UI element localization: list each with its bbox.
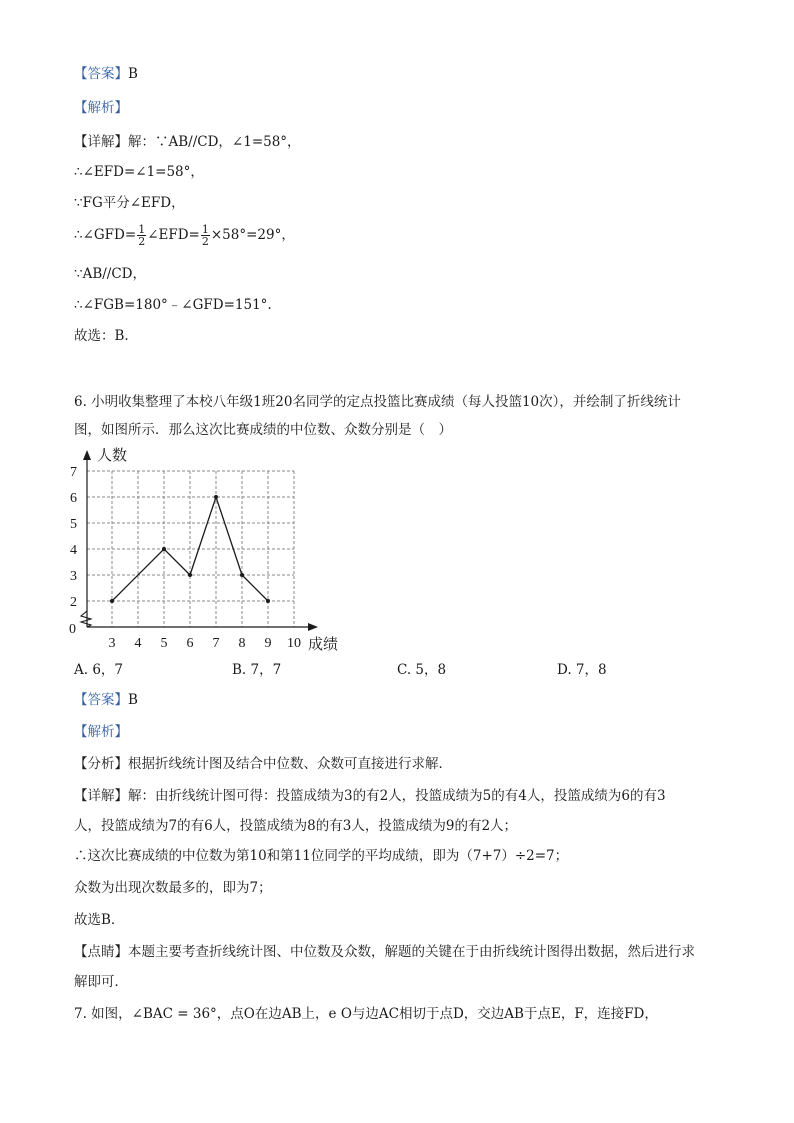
analysis-tag: 【解析】 — [74, 724, 128, 740]
q6-detail-line-1 — [74, 786, 666, 806]
q6-stem-line-1: 6. 小明收集整理了本校八年级1班20名同学的定点投篮比赛成绩（每人投篮10次），并绘制了折线统计 — [74, 394, 681, 410]
fraction-numerator: 1 — [201, 223, 209, 236]
x-tick-label: 8 — [238, 636, 246, 651]
q6-detail-line-5: 故选B． — [74, 912, 125, 928]
data-point — [214, 495, 218, 499]
q6-detail-line-4: 众数为出现次数最多的，即为7； — [74, 880, 272, 896]
line-chart — [62, 440, 362, 656]
q6-detail-line-2: 人，投篮成绩为7的有6人，投篮成绩为8的有3人，投篮成绩为9的有2人； — [74, 818, 518, 834]
x-tick-label: 6 — [186, 636, 194, 651]
fraction-half — [201, 224, 210, 247]
choice-c: C. 5，8 — [397, 662, 447, 678]
dianjing-text: 本题主要考查折线统计图、中位数及众数，解题的关键在于由折线统计图得出数据，然后进行求 — [128, 944, 695, 960]
data-point — [240, 573, 244, 577]
y-axis-arrow — [83, 450, 91, 460]
y-tick-label: 4 — [70, 543, 77, 558]
q5-line-4-part-a: ∴∠GFD= — [74, 227, 137, 243]
analysis-tag: 【解析】 — [74, 100, 128, 116]
answer-tag: 【答案】 — [74, 66, 128, 82]
q5-line-3: ∵FG平分∠EFD， — [74, 195, 185, 211]
fenxi-tag: 【分析】 — [74, 756, 128, 772]
answer-value: B — [128, 66, 138, 82]
answer-value: B — [128, 692, 138, 708]
x-tick-label: 4 — [134, 636, 142, 651]
data-point — [110, 599, 114, 603]
y-axis-break — [81, 611, 91, 627]
fraction-denominator: 2 — [201, 235, 209, 248]
q6-dianjing-line-2: 解即可． — [74, 974, 128, 990]
choice-a: A. 6，7 — [74, 662, 124, 678]
detail-tag: 【详解】 — [74, 134, 128, 150]
q5-detail-line-1 — [74, 132, 301, 152]
q6-analysis-tag-line — [74, 722, 128, 742]
data-point — [188, 573, 192, 577]
q6-dianjing-line-1 — [74, 942, 695, 962]
choice-d: D. 7，8 — [557, 662, 607, 678]
answer-tag: 【答案】 — [74, 692, 128, 708]
x-axis-title: 成绩 — [308, 635, 339, 653]
x-tick-label: 10 — [287, 636, 301, 651]
fraction-half — [137, 224, 146, 247]
q5-line-7: 故选：B. — [74, 328, 129, 344]
x-tick-label: 7 — [212, 636, 220, 651]
fraction-denominator: 2 — [138, 235, 146, 248]
q5-line-4 — [74, 224, 295, 247]
q7-stem-line: 7. 如图，∠BAC = 36°，点O在边AB上，e O与边AC相切于点D，交边AB于点E，F，连接FD， — [74, 1006, 658, 1022]
x-axis-arrow — [308, 623, 318, 631]
solution-text: 解：∵AB//CD，∠1=58°， — [128, 134, 301, 150]
y-tick-label: 7 — [70, 465, 77, 480]
choice-b: B. 7，7 — [232, 662, 282, 678]
q5-answer-line — [74, 64, 138, 84]
data-point — [266, 599, 270, 603]
q6-detail-line-3: ∴这次比赛成绩的中位数为第10和第11位同学的平均成绩，即为（7+7）÷2=7； — [74, 848, 569, 864]
q6-answer-line — [74, 690, 138, 710]
detail-tag: 【详解】 — [74, 788, 128, 804]
detail-text: 解：由折线统计图可得：投篮成绩为3的有2人，投篮成绩为5的有4人，投篮成绩为6的有3 — [128, 788, 666, 804]
q5-line-5: ∵AB//CD， — [74, 266, 147, 282]
y-tick-label: 6 — [70, 491, 77, 506]
x-tick-label: 3 — [108, 636, 116, 651]
q5-analysis-tag-line — [74, 98, 128, 118]
q5-line-4-part-b: ∠EFD= — [147, 227, 200, 243]
y-axis-title: 人数 — [97, 446, 128, 464]
q6-stem-line-2: 图，如图所示．那么这次比赛成绩的中位数、众数分别是（ ） — [74, 422, 452, 438]
x-tick-label: 5 — [160, 636, 168, 651]
q5-line-2: ∴∠EFD=∠1=58°， — [74, 164, 204, 180]
q5-line-6: ∴∠FGB=180°﹣∠GFD=151°. — [74, 297, 272, 313]
y-tick-label: 0 — [69, 622, 76, 637]
q5-line-4-part-c: ×58°=29°， — [210, 227, 295, 243]
y-tick-label: 3 — [70, 569, 77, 584]
y-tick-label: 2 — [70, 595, 77, 610]
dianjing-tag: 【点睛】 — [74, 944, 128, 960]
fraction-numerator: 1 — [138, 223, 146, 236]
fenxi-text: 根据折线统计图及结合中位数、众数可直接进行求解． — [128, 756, 452, 772]
y-tick-label: 5 — [70, 517, 77, 532]
data-point — [162, 547, 166, 551]
x-tick-label: 9 — [264, 636, 272, 651]
q6-fenxi-line — [74, 754, 452, 774]
